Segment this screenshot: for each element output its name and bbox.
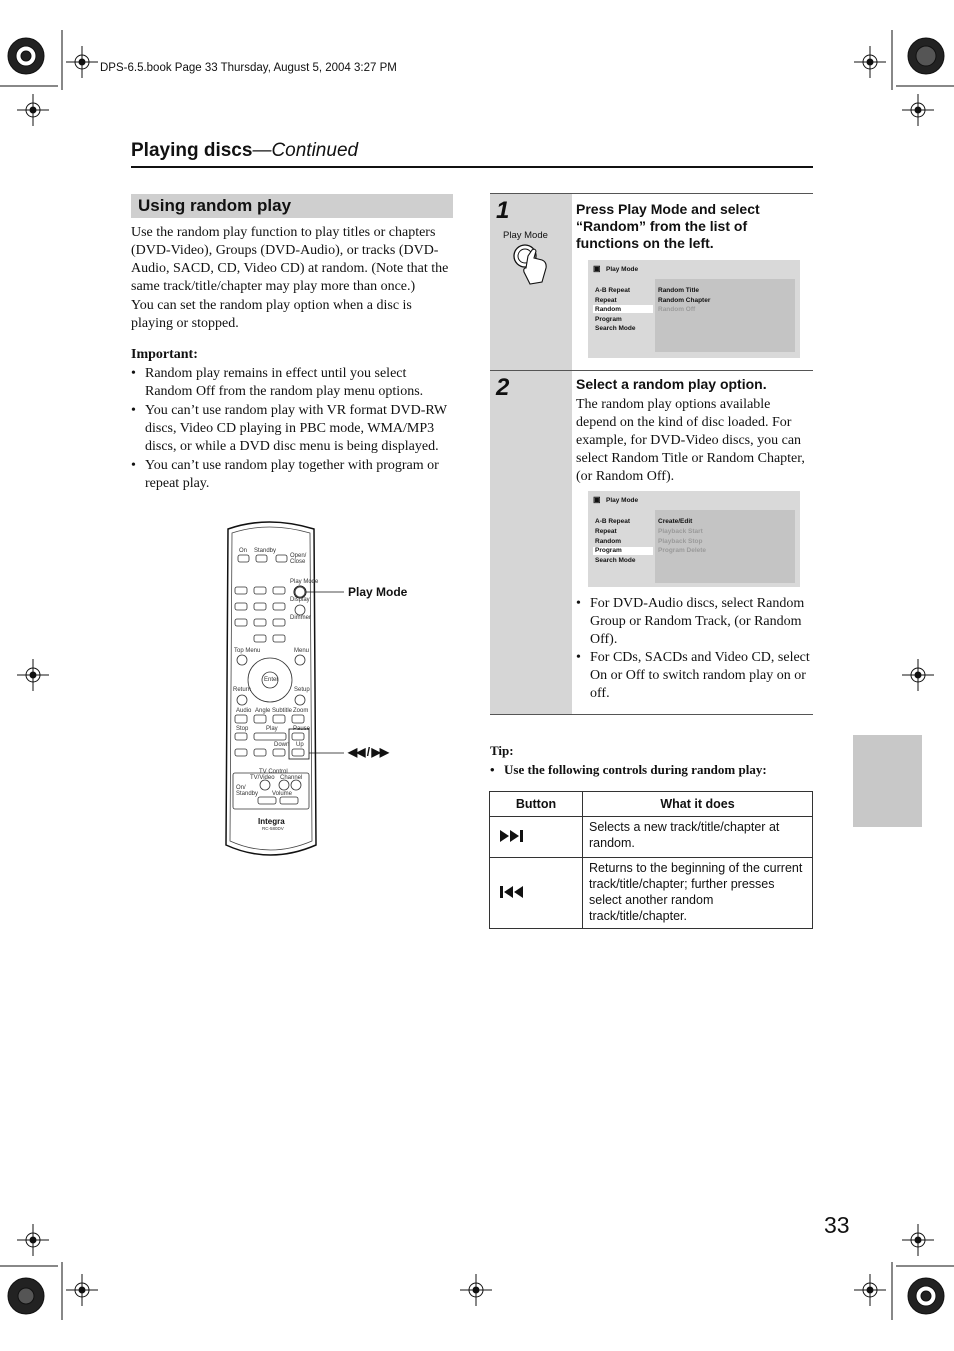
remote-stop-label: Stop: [236, 726, 249, 732]
remote-subtitle-label: Subtitle: [272, 708, 293, 714]
osd-left-item: Search Mode: [595, 325, 636, 332]
step-1-number: 1: [496, 197, 510, 224]
osd-left-item: Program: [595, 316, 622, 323]
table-row: [490, 817, 813, 858]
play-mode-button-caption: Play Mode: [503, 230, 548, 241]
step-2-number: 2: [496, 374, 510, 401]
table-cell: Returns to the beginning of the current track/title/chapter; further presses select another random track/title/chapter.: [583, 858, 813, 929]
remote-play-label: Play: [266, 726, 278, 732]
important-bullet-1: • Random play remains in effect until you select Random Off from the random play menu options.: [131, 365, 455, 401]
remote-dimmer-label: Dimmer: [290, 615, 311, 621]
remote-play-mode-label: Play Mode: [290, 579, 319, 585]
osd-left-item: Repeat: [595, 297, 617, 304]
intro-paragraph: Use the random play function to play titles or chapters (DVD-Video), Groups (DVD-Audio), or tracks (DVD-Audio, SACD, CD, Video CD) at random. (Note that the same track/title/chapter may play more than once.): [131, 225, 449, 294]
step-2-osd: [588, 491, 800, 587]
remote-pause-label: Pause: [293, 726, 311, 732]
osd-left-item: Repeat: [595, 528, 617, 535]
step-2-column: [490, 371, 572, 714]
osd-right-item: Program Delete: [658, 547, 707, 554]
osd-left-item: Search Mode: [595, 557, 636, 564]
page-title: Playing discs—Continued: [131, 140, 359, 161]
table-row: [490, 858, 813, 929]
remote-on-label: On: [239, 548, 248, 554]
remote-tv-control-label: TV Control: [259, 769, 288, 775]
next-track-icon: [498, 829, 528, 843]
osd-left-item: Program: [595, 547, 622, 554]
remote-return-label: Return: [233, 687, 252, 693]
remote-zoom-label: Zoom: [293, 708, 309, 714]
play-mode-press-icon: [508, 242, 560, 290]
book-header: DPS-6.5.book Page 33 Thursday, August 5, 2004 3:27 PM: [100, 62, 397, 74]
tip-bullet: • Use the following controls during random play:: [490, 762, 767, 777]
remote-volume-label: Volume: [272, 791, 293, 797]
callout-skip-buttons: ◀◀ / ▶▶: [348, 745, 388, 759]
title-rule: [131, 166, 813, 168]
osd-right-item: Playback Start: [658, 528, 703, 535]
osd-title: Play Mode: [606, 266, 639, 273]
remote-channel-label: Channel: [280, 775, 303, 781]
remote-on-standby-label: On/ Standby: [236, 785, 259, 797]
osd-menu-icon: ▣: [593, 264, 601, 273]
osd-left-item: Random: [595, 306, 621, 313]
important-label: Important:: [131, 347, 198, 362]
osd-right-item: Playback Stop: [658, 538, 703, 545]
important-bullet-3: • You can’t use random play together with program or repeat play.: [131, 457, 455, 493]
osd-menu-icon: ▣: [593, 495, 601, 504]
section-title: Using random play: [138, 196, 292, 215]
table-header-row: [490, 792, 813, 817]
table-cell: Selects a new track/title/chapter at random.: [583, 817, 813, 858]
tip-label: Tip:: [490, 743, 514, 758]
remote-display-label: Display: [290, 597, 310, 603]
remote-audio-label: Audio: [236, 708, 252, 714]
osd-left-item: A-B Repeat: [595, 518, 631, 525]
section-body: [131, 224, 455, 494]
remote-angle-label: Angle: [255, 708, 271, 714]
step-2-heading: Select a random play option.: [576, 376, 767, 392]
step-2-bullets: [576, 595, 812, 703]
table-header: What it does: [583, 792, 813, 817]
remote-up-label: Up: [296, 742, 304, 748]
step-1-osd: [588, 260, 800, 358]
remote-brand-logo: Integra: [258, 817, 285, 826]
osd-title: Play Mode: [606, 497, 639, 504]
osd-right-item: Random Chapter: [658, 297, 711, 304]
osd-left-item: Random: [595, 538, 621, 545]
page-number: 33: [824, 1212, 850, 1238]
remote-open-close-label: Open/ Close: [290, 553, 307, 565]
osd-right-item: Random Off: [658, 306, 696, 313]
remote-down-label: Down: [274, 742, 290, 748]
remote-enter-label: Enter: [264, 677, 279, 683]
step-2-text: The random play options available depend on the kind of disc loaded. For example, for DVD-Video discs, you can select Random Title or Random Chapter, (or Random Off).: [576, 397, 805, 484]
option-paragraph: You can set the random play option when a disc is playing or stopped.: [131, 298, 412, 331]
steps-box: [490, 193, 813, 715]
osd-left-item: A-B Repeat: [595, 287, 631, 294]
osd-right-item: Create/Edit: [658, 518, 693, 525]
osd-right-item: Random Title: [658, 287, 700, 294]
remote-illustration: [220, 515, 420, 865]
table-header: Button: [490, 792, 583, 817]
remote-top-menu-label: Top Menu: [234, 648, 261, 654]
step-2-bullet-1: • For DVD-Audio discs, select Random Group or Random Track, (or Random Off).: [576, 595, 812, 649]
callout-play-mode: Play Mode: [348, 585, 408, 599]
remote-setup-label: Setup: [294, 687, 310, 693]
remote-tv-video-label: TV/Video: [250, 775, 275, 781]
tip-controls-table: [489, 791, 813, 929]
chapter-tab: [853, 735, 922, 827]
step-1-heading: Press Play Mode and select “Random” from the list of functions on the left.: [576, 201, 760, 251]
important-bullet-2: • You can’t use random play with VR format DVD-RW discs, Video CD playing in PBC mode, WMA/MP3 discs, or while a DVD disc menu is being displayed.: [131, 402, 455, 456]
remote-standby-label: Standby: [254, 548, 277, 554]
remote-model-label: RC-580DV: [262, 826, 284, 831]
step-2-bullet-2: • For CDs, SACDs and Video CD, select On or Off to switch random play on or off.: [576, 649, 812, 703]
remote-menu-label: Menu: [294, 648, 310, 654]
previous-track-icon: [498, 885, 528, 899]
